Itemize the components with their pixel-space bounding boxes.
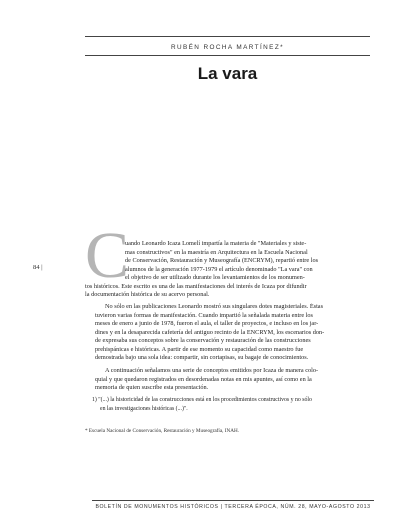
text-line: meses de enero a junio de 1978, fueron el aula, el taller de proyectos, e incluso en los jar- [95,320,319,327]
footnote: * Escuela Nacional de Conservación, Restauración y Museografía, INAH. [85,428,239,434]
text-line: 1) "(...) la historicidad de las construcciones está en los procedimientos constructivos y no sólo [92,397,312,403]
paragraph-1-wrapped [125,240,370,283]
author-name: RUBÉN ROCHA MARTÍNEZ* [170,44,285,51]
paragraph-3 [85,367,370,393]
text-line: el objetivo de ser utilizado durante los levantamientos de los monumen- [125,274,305,281]
text-line: en las investigaciones históricas (...)". [100,405,188,412]
text-line: No sólo en las publicaciones Leonardo mostró sus singulares dotes magisteriales. Éstas [105,303,324,310]
text-line: tos históricos. Este escrito es una de las manifestaciones del interés de Icaza por difundir [85,282,307,290]
paragraph-1-continued [85,283,370,300]
text-line: la documentación histórica de su acervo personal. [85,291,210,298]
footer-rule [92,500,374,501]
text-line: A continuación señalamos una serie de conceptos emitidos por Icaza de manera colo- [105,367,319,374]
text-line: quial y que quedaron registrados en desordenadas notas en mis apuntes, así como en la [95,375,312,383]
text-line: de expresaba sus conceptos sobre la conservación y restauración de las construcciones [95,337,311,344]
text-line: de Conservación, Restauración y Museografía (ENCRYM), repartió entre los [125,257,319,264]
text-line: uando Leonardo Icaza Lomelí impartía la materia de "Materiales y siste- [125,240,307,247]
article-title: La vara [197,64,258,83]
page-number: 84 | [33,264,43,271]
top-rule [85,36,370,37]
text-line: demostrada bajo una sola idea: compartir, sin cortapisas, su bagaje de conocimientos. [95,354,309,361]
text-line: prehispánicas e históricas. A partir de ese momento su capacidad como maestro fue [95,345,304,353]
text-line: tuvieron varias formas de manifestación. Cuando impartió la señalada materia entre los [95,311,313,319]
text-line: mas constructivos" en la maestría en Arquitectura en la Escuela Nacional [125,248,308,256]
drop-cap: C [85,219,130,292]
text-line: memoria de quien suscribe esta presentación. [95,384,209,391]
numbered-quote [92,396,367,413]
author-rule [85,55,370,56]
journal-footer: BOLETÍN DE MONUMENTOS HISTÓRICOS | TERCERA ÉPOCA, NÚM. 28, MAYO-AGOSTO 2013 [95,504,371,510]
text-line: dines y en la desaparecida cafetería del antiguo recinto de la ENCRYM, los escenarios don- [95,328,325,336]
text-line: alumnos de la generación 1977-1979 el artículo denominado "La vara" con [125,265,313,273]
paragraph-2 [85,303,370,363]
